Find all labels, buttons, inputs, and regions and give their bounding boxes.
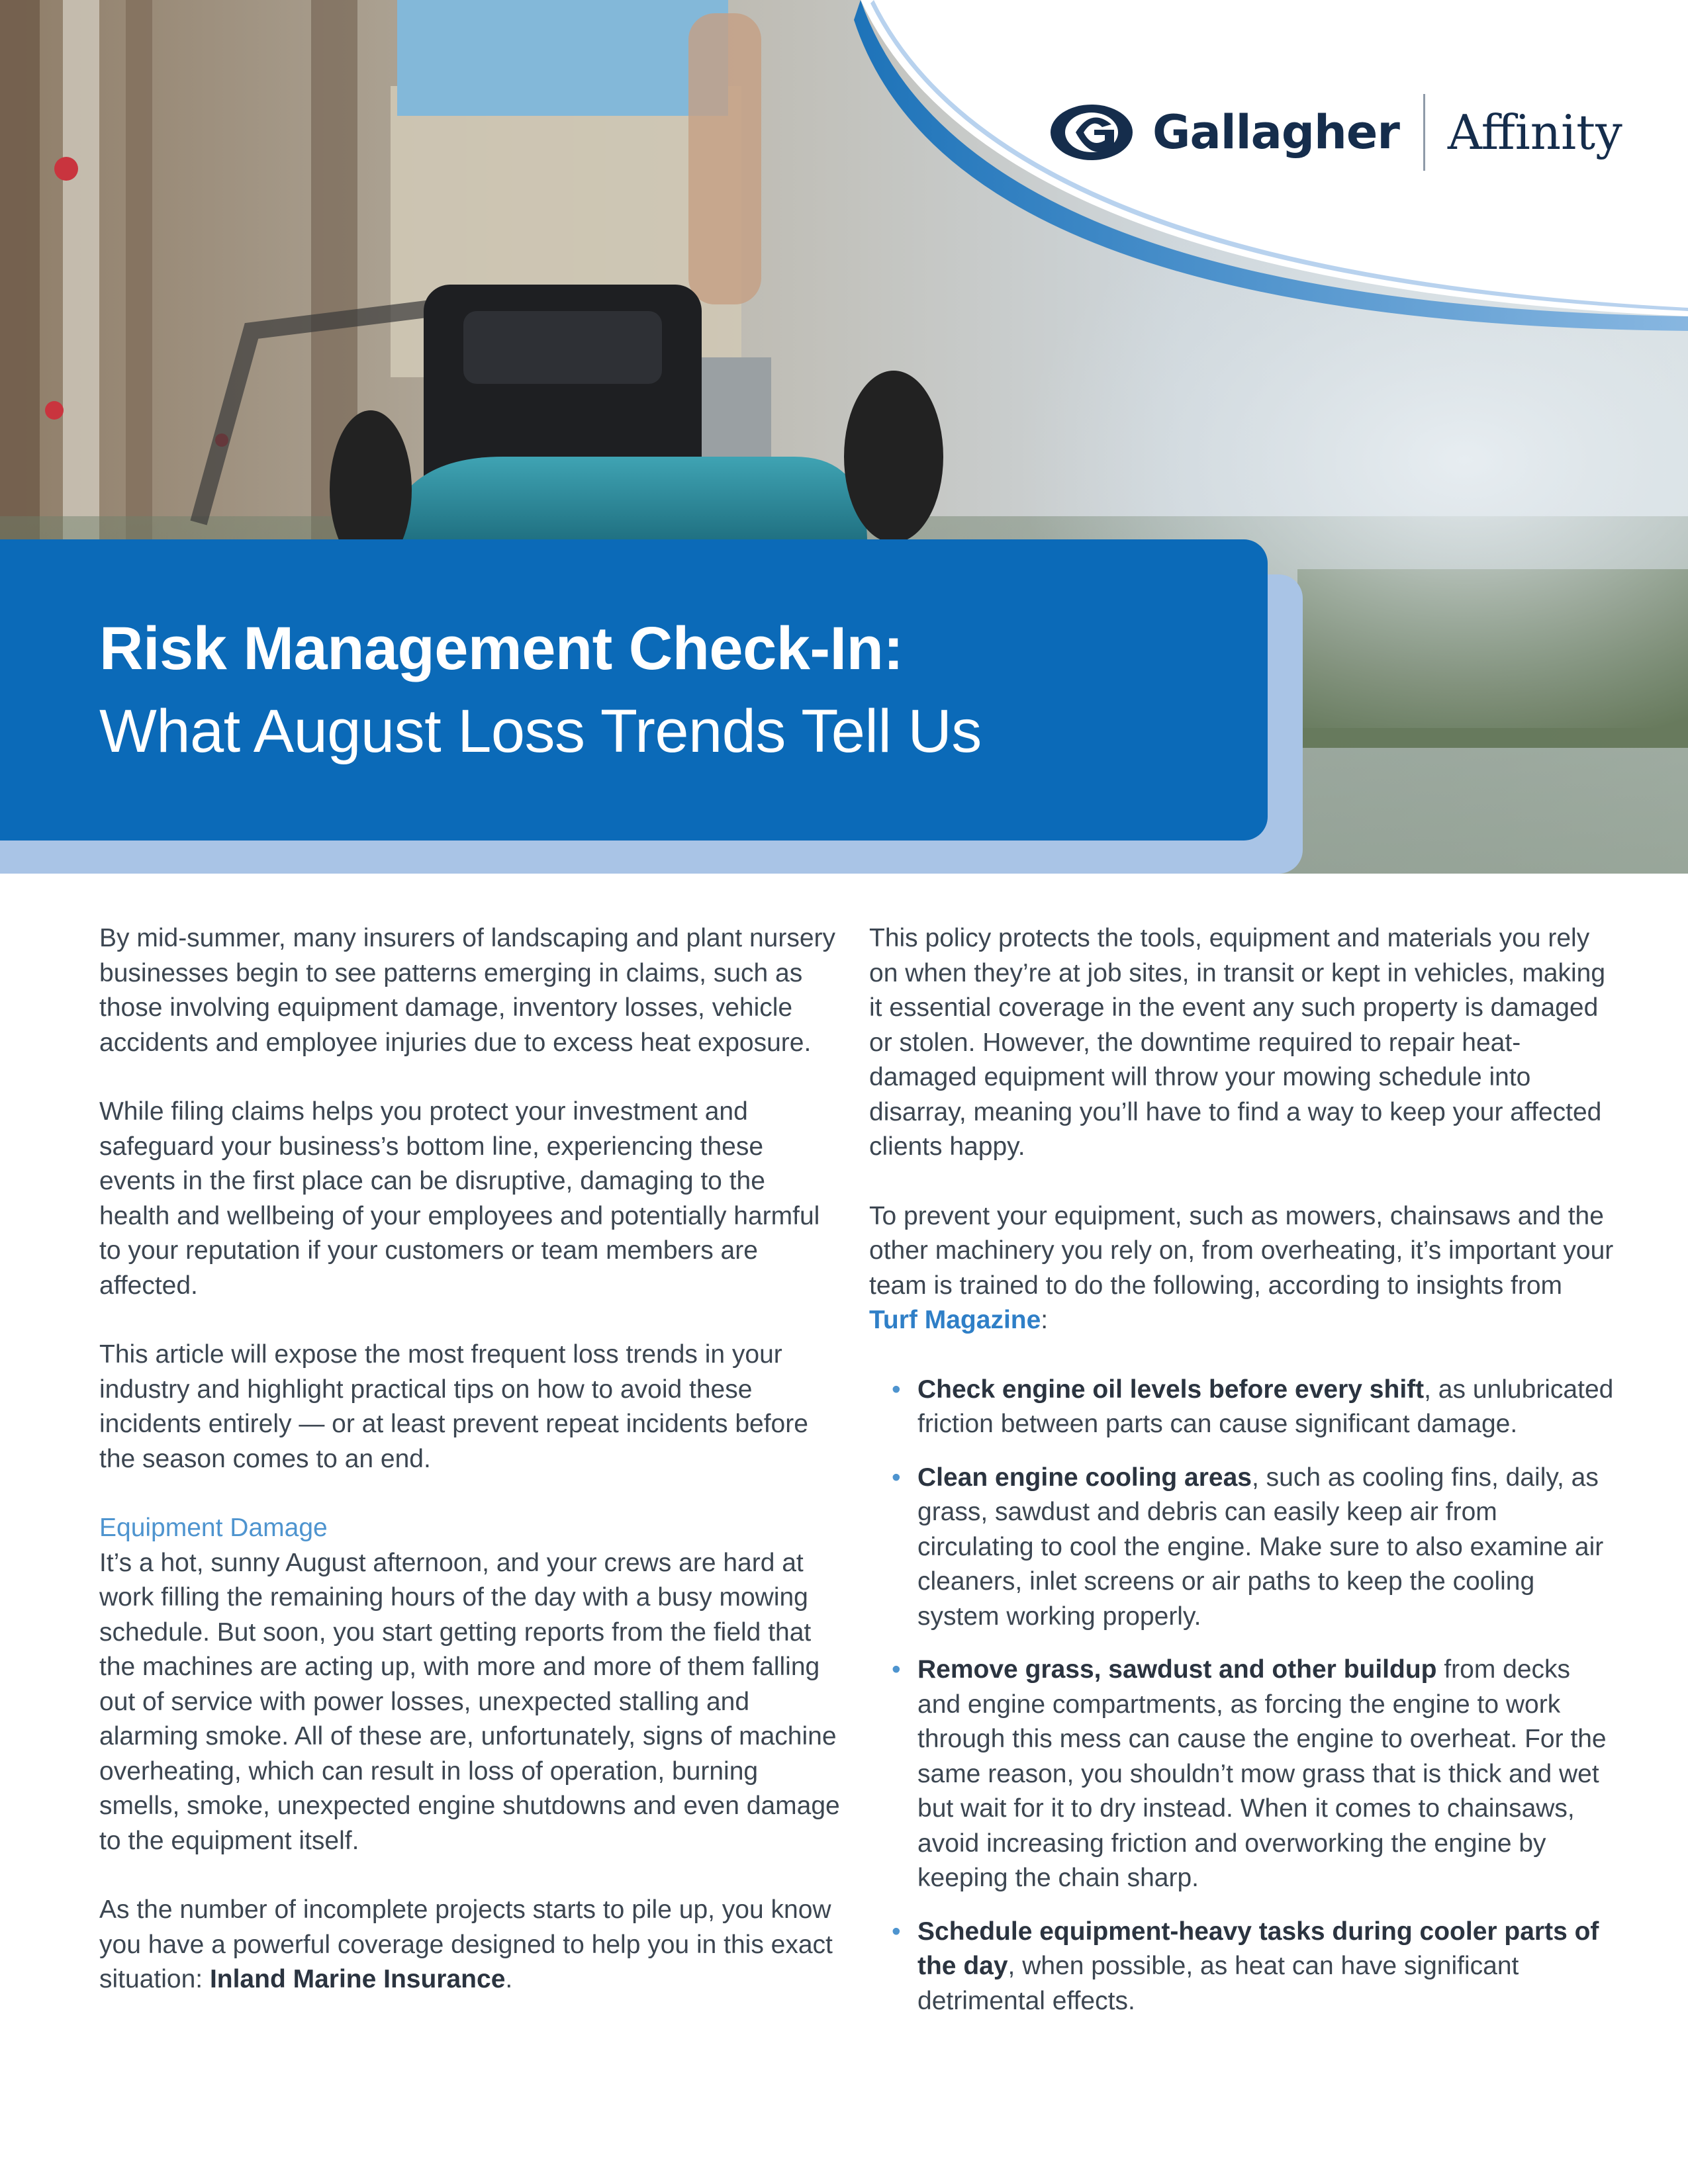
tip-heading: Check engine oil levels before every shift: [917, 1375, 1425, 1404]
left-column: [99, 921, 841, 2032]
gallagher-globe-icon: [1049, 101, 1137, 164]
tip-heading: Clean engine cooling areas: [917, 1463, 1252, 1492]
turf-magazine-link[interactable]: Turf Magazine: [869, 1306, 1041, 1334]
logo-divider: [1423, 94, 1425, 171]
list-item: [917, 1653, 1617, 1896]
title-banner: [0, 539, 1268, 841]
inland-marine-paragraph: [99, 1893, 841, 1997]
policy-paragraph: This policy protects the tools, equipment and materials you rely on when they’re at job sites, in transit or kept in vehicles, making it essential coverage in the event any such property is damaged or stolen. However, the downtime required to repair heat-damaged equipment will throw your mowing schedule into disarray, meaning you’ll have to find a way to keep your affected clients happy.: [869, 924, 1606, 1161]
inland-marine-end: .: [505, 1965, 513, 1993]
logo-sub-text: Affinity: [1447, 105, 1622, 160]
equipment-damage-section: [99, 1511, 841, 1858]
prevention-tips-list: [869, 1373, 1617, 2019]
article-overview-paragraph: This article will expose the most frequent loss trends in your industry and highlight practical tips on how to avoid these incidents entirely — or at least prevent repeat incidents before the season comes to an end.: [99, 1340, 808, 1473]
right-column: [869, 921, 1617, 2037]
tip-text: , as unlubricated friction between parts can cause significant damage.: [917, 1375, 1614, 1438]
logo-brand-text: Gallagher: [1152, 105, 1399, 159]
tip-text: from decks and engine compartments, as forcing the engine to work through this mess can cause the engine to overheat. For the same reason, you shouldn’t mow grass that is thick and wet but wait for it to dry instead. When it comes to chainsaws, avoid increasing friction and overworking the engine by keeping the chain sharp.: [917, 1655, 1607, 1892]
claims-paragraph: While filing claims helps you protect your investment and safeguard your business’s bottom line, experiencing these events in the first place can be disruptive, damaging to the health and wellbeing of your employees and potentially harmful to your reputation if your customers or team members are affected.: [99, 1097, 820, 1300]
section-heading-equipment-damage: Equipment Damage: [99, 1514, 328, 1542]
prevention-end: :: [1041, 1306, 1049, 1334]
prevention-text: To prevent your equipment, such as mowers, chainsaws and the other machinery you rely on, from overheating, it’s important your team is trained to do the following, according to insights from: [869, 1201, 1614, 1300]
list-item: [917, 1461, 1617, 1635]
inland-marine-text: As the number of incomplete projects starts to pile up, you know you have a powerful coverage designed to help you in this exact situation:: [99, 1895, 833, 1993]
tip-text: , when possible, as heat can have significant detrimental effects.: [917, 1952, 1519, 2015]
gallagher-affinity-logo: [1049, 93, 1622, 172]
intro-paragraph: By mid-summer, many insurers of landscaping and plant nursery businesses begin to see patterns emerging in claims, such as those involving equipment damage, inventory losses, vehicle accidents and employee injuries due to excess heat exposure.: [99, 924, 835, 1057]
prevention-paragraph: [869, 1199, 1617, 1338]
tip-heading: Schedule equipment-heavy tasks during cooler parts of the day: [917, 1917, 1599, 1980]
tip-text: , such as cooling fins, daily, as grass, sawdust and debris can easily keep air from circulating to cool the engine. Make sure to also examine air cleaners, inlet screens or air paths to keep the cooling system working properly.: [917, 1463, 1604, 1631]
tip-heading: Remove grass, sawdust and other buildup: [917, 1655, 1437, 1684]
list-item: [917, 1915, 1617, 2019]
inland-marine-insurance-term: Inland Marine Insurance: [209, 1965, 506, 1993]
list-item: [917, 1373, 1617, 1442]
page-subtitle: What August Loss Trends Tell Us: [99, 698, 982, 765]
page-title: Risk Management Check-In:: [99, 615, 904, 682]
equipment-damage-paragraph: It’s a hot, sunny August afternoon, and your crews are hard at work filling the remaining hours of the day with a busy mowing schedule. But soon, you start getting reports from the field that the machines are acting up, with more and more of them falling out of service with power losses, unexpected stalling and alarming smoke. All of these are, unfortunately, signs of machine overheating, which can result in loss of operation, burning smells, smoke, unexpected engine shutdowns and even damage to the equipment itself.: [99, 1548, 840, 1855]
